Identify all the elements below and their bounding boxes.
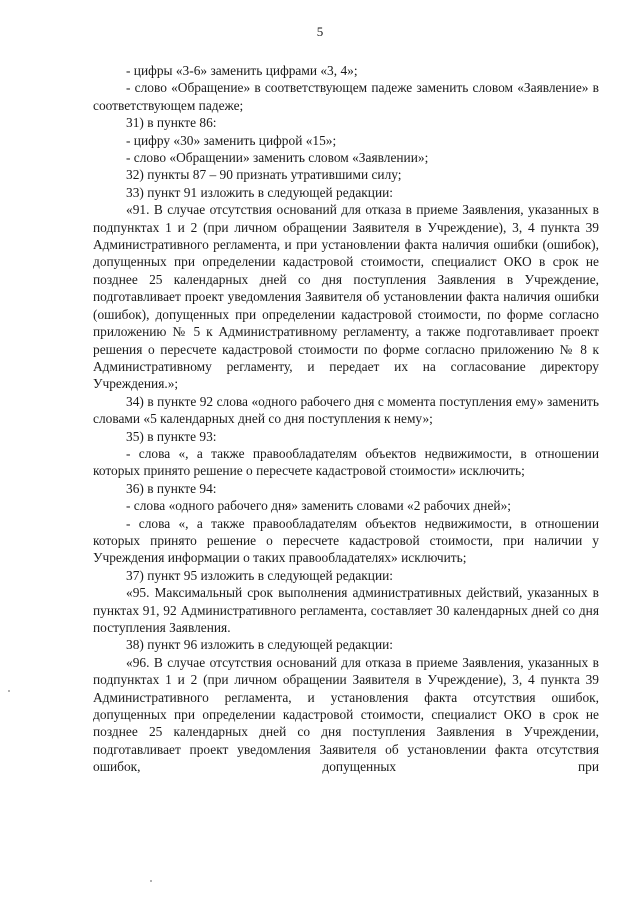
paragraph-10: 35) в пункте 93: [126, 428, 217, 444]
paragraph-13: - слова «одного рабочего дня» заменить словами «2 рабочих дней»; [126, 498, 511, 514]
paragraph-9: 34) в пункте 92 слова «одного рабочего дня с момента поступления ему» заменить словами «5 календарных дней со дня поступления к нему»; [93, 393, 599, 427]
page-number: 5 [316, 24, 324, 39]
paragraph-12: 36) в пункте 94: [126, 480, 217, 496]
paragraph-18: «96. В случае отсутствия оснований для отказа в приеме Заявления, указанных в подпунктах 1 и 2 (при личном обращении Заявителя в Учреждение), 3, 4 пункта 39 Административного регламента, и установления факта отсутствия ошибок, допущенных при определении кадастровой стоимости, специалист ОКО в срок не позднее 25 календарных дней со дня поступления Заявления в Учреждении, подготавливает проект уведомления Заявителя об установлении факта отсутствия ошибок, допущенных при [93, 654, 599, 775]
document-body [93, 62, 599, 776]
paragraph-5: - слово «Обращении» заменить словом «Заявлении»; [126, 150, 429, 166]
paragraph-11: - слова «, а также правообладателям объектов недвижимости, в отношении которых принято решение о пересчете кадастровой стоимости» исключить; [93, 445, 599, 479]
paragraph-3: 31) в пункте 86: [126, 115, 217, 131]
scan-speck [150, 880, 152, 882]
paragraph-2: - слово «Обращение» в соответствующем падеже заменить словом «Заявление» в соответствующем падеже; [93, 80, 599, 113]
paragraph-14: - слова «, а также правообладателям объектов недвижимости, в отношении которых принято решение о пересчете кадастровой стоимости, при наличии у Учреждения информации о таких правообладателях» исключить; [93, 515, 599, 566]
paragraph-16: «95. Максимальный срок выполнения административных действий, указанных в пунктах 91, 92 Административного регламента, составляет 30 календарных дней со дня поступления Заявления. [93, 585, 599, 635]
paragraph-7: 33) пункт 91 изложить в следующей редакции: [126, 184, 394, 200]
paragraph-6: 32) пункты 87 – 90 признать утратившими силу; [126, 167, 402, 183]
paragraph-4: - цифру «30» заменить цифрой «15»; [126, 132, 337, 148]
paragraph-17: 38) пункт 96 изложить в следующей редакции: [126, 637, 394, 653]
paragraph-8: «91. В случае отсутствия оснований для отказа в приеме Заявления, указанных в подпунктах 1 и 2 (при личном обращении Заявителя в Учреждение), 3, 4 пункта 39 Административного регламента, и при установлении факта наличия ошибки (ошибок), допущенных при определении кадастровой стоимости, специалист ОКО в срок не позднее 25 календарных дней со дня поступления Заявления в Учреждение, подготавливает проект уведомления Заявителя об установлении факта наличия ошибки (ошибок), допущенных при определении кадастровой стоимости, по форме согласно приложению № 5 к Административному регламенту, а также подготавливает проект решения о пересчете кадастровой стоимости по форме согласно приложению № 8 к Административному регламенту, и передает их на согласование директору Учреждения.»; [93, 202, 599, 392]
scan-speck [8, 690, 10, 692]
paragraph-15: 37) пункт 95 изложить в следующей редакции: [126, 567, 394, 583]
paragraph-1: - цифры «3-6» заменить цифрами «3, 4»; [126, 63, 358, 78]
